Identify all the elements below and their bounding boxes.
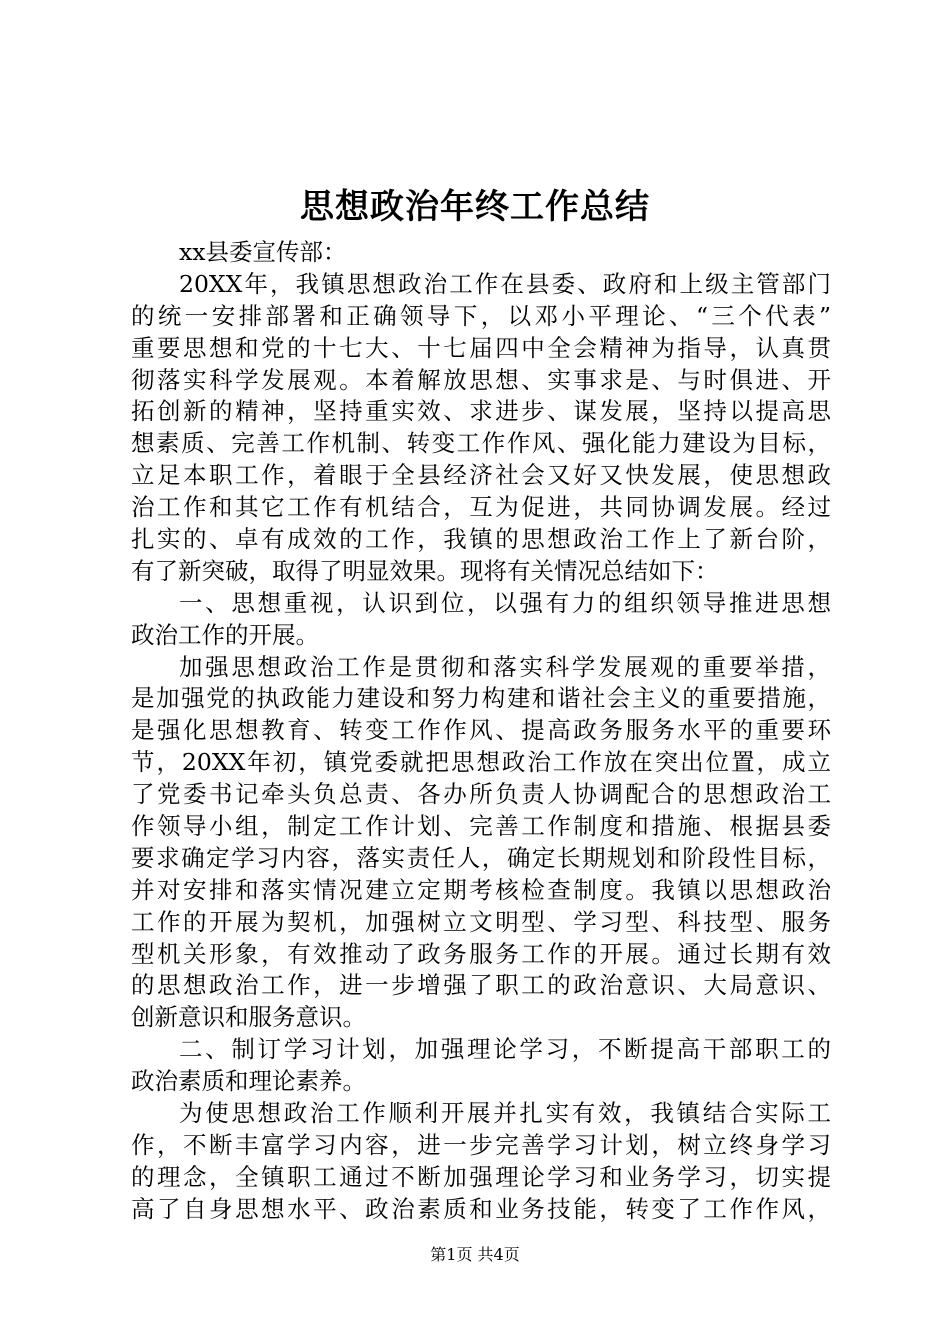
text-line: 节，20XX年初，镇党委就把思想政治工作放在突出位置，成立: [131, 748, 831, 777]
text-line: 工作的开展为契机，加强树立文明型、学习型、科技型、服务: [131, 907, 831, 936]
text-line: 20XX年，我镇思想政治工作在县委、政府和上级主管部门: [179, 269, 831, 298]
text-line: 作，不断丰富学习内容，进一步完善学习计划，树立终身学习: [131, 1130, 831, 1159]
text-line: 想素质、完善工作机制、转变工作作风、强化能力建设为目标，: [131, 429, 831, 458]
text-line: 扎实的、卓有成效的工作，我镇的思想政治工作上了新台阶，: [131, 525, 831, 554]
text-line: 的思想政治工作，进一步增强了职工的政治意识、大局意识、: [131, 971, 831, 1000]
text-line: 的统一安排部署和正确领导下，以邓小平理论、“三个代表”: [131, 301, 831, 330]
text-line: 并对安排和落实情况建立定期考核检查制度。我镇以思想政治: [131, 875, 831, 904]
text-line: 一、思想重视，认识到位，以强有力的组织领导推进思想: [179, 588, 831, 617]
text-line: 立足本职工作，着眼于全县经济社会又好又快发展，使思想政: [131, 461, 831, 490]
text-line: 有了新突破，取得了明显效果。现将有关情况总结如下：: [131, 556, 719, 585]
text-line: 加强思想政治工作是贯彻和落实科学发展观的重要举措，: [179, 652, 831, 681]
text-line: 政治素质和理论素养。: [131, 1067, 366, 1096]
text-line: 了党委书记牵头负总责、各办所负责人协调配合的思想政治工: [131, 780, 831, 809]
text-line: 重要思想和党的十七大、十七届四中全会精神为指导，认真贯: [131, 333, 831, 362]
text-line: 二、制订学习计划，加强理论学习，不断提高干部职工的: [179, 1035, 831, 1064]
text-line: 政治工作的开展。: [131, 620, 319, 649]
text-line: 的理念，全镇职工通过不断加强理论学习和业务学习，切实提: [131, 1162, 831, 1191]
text-line: 作领导小组，制定工作计划、完善工作制度和措施、根据县委: [131, 812, 831, 841]
document-title: 思想政治年终工作总结: [300, 187, 650, 227]
text-line: xx县委宣传部：: [179, 238, 347, 266]
text-line: 是强化思想教育、转变工作作风、提高政务服务水平的重要环: [131, 716, 831, 745]
page-footer: 第1页 共4页: [430, 1245, 520, 1264]
text-line: 为使思想政治工作顺利开展并扎实有效，我镇结合实际工: [179, 1099, 831, 1128]
text-line: 高了自身思想水平、政治素质和业务技能，转变了工作作风，: [131, 1194, 831, 1223]
text-line: 要求确定学习内容，落实责任人，确定长期规划和阶段性目标，: [131, 843, 831, 872]
text-line: 拓创新的精神，坚持重实效、求进步、谋发展，坚持以提高思: [131, 397, 831, 426]
document-body: [131, 237, 831, 1226]
text-line: 创新意识和服务意识。: [131, 1003, 366, 1032]
text-line: 彻落实科学发展观。本着解放思想、实事求是、与时俱进、开: [131, 365, 831, 394]
text-line: 治工作和其它工作有机结合，互为促进，共同协调发展。经过: [131, 493, 831, 522]
text-line: 是加强党的执政能力建设和努力构建和谐社会主义的重要措施，: [131, 684, 831, 713]
text-line: 型机关形象，有效推动了政务服务工作的开展。通过长期有效: [131, 939, 831, 968]
